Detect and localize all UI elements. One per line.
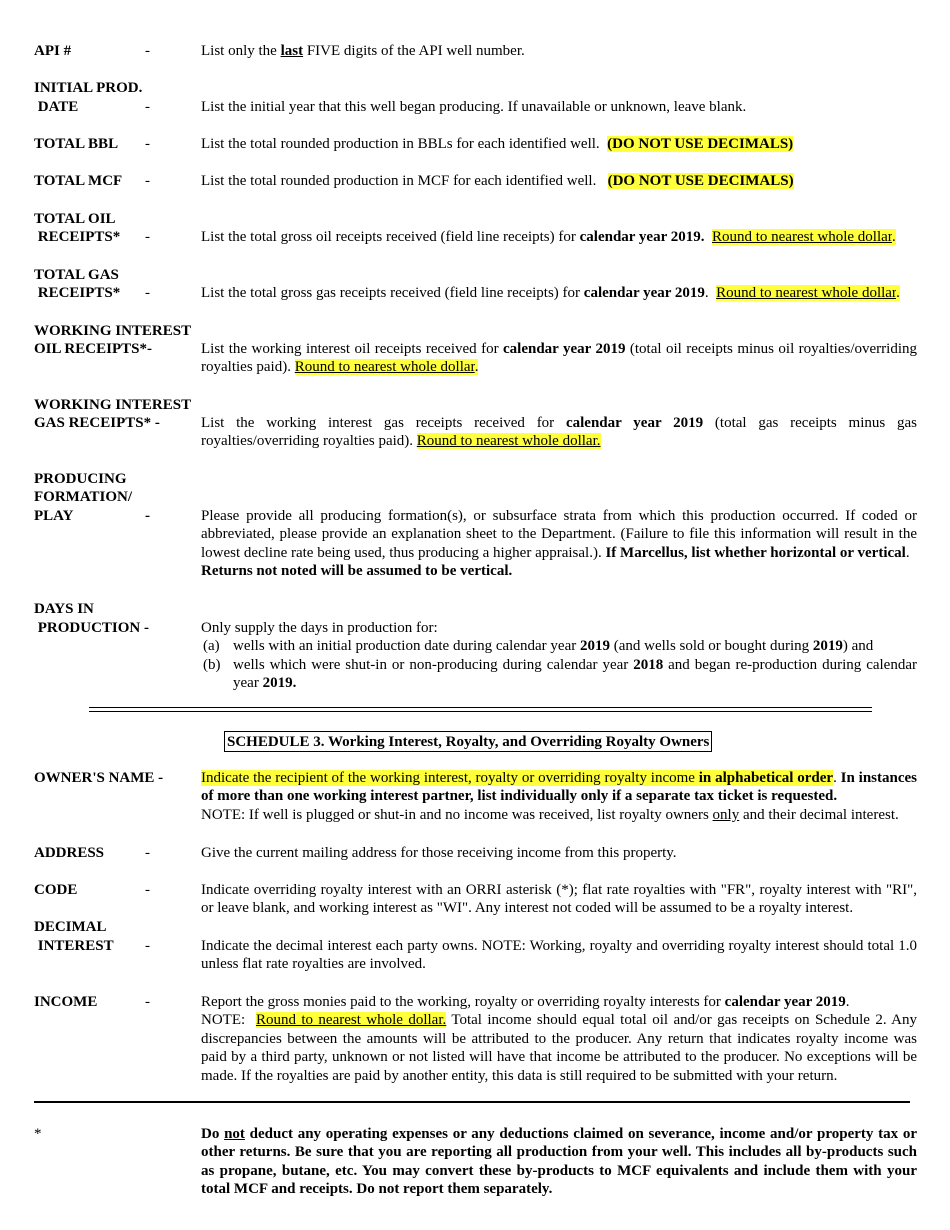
owner-label: OWNER'S NAME - [34, 770, 164, 786]
total-gas-description: List the total gross gas receipts received (field line receipts) for calendar year 2019. Round to nearest whole dollar. [201, 285, 900, 301]
address-description: Give the current mailing address for those receiving income from this property. [201, 845, 677, 861]
total-mcf-dash: - [145, 173, 150, 189]
no-decimals-note: (DO NOT USE DECIMALS) [607, 173, 794, 189]
initial-prod-label-2: DATE [34, 99, 79, 115]
round-dollar-note: Round to nearest whole dollar [716, 285, 897, 301]
days-intro: Only supply the days in production for: [201, 620, 438, 636]
formation-label-2: FORMATION/ [34, 489, 133, 505]
income-description: Report the gross monies paid to the working, royalty or overriding royalty interests for calendar year 2019. NOTE: Round to nearest whole dollar. Total income should equal total oil and/or gas receipts on Schedule 2. Any discrepancies between the amounts will be attributed to the producer. Any return that indicates royalty income was paid by a third party, unknown or not listed will have that income be attributed to the producer. No exceptions will be made. If the royalties are paid by another entity, this data is still required to be submitted with your return. [201, 994, 917, 1084]
api-label: API # [34, 43, 72, 59]
initial-prod-label-1: INITIAL PROD. [34, 80, 143, 96]
initial-prod-description: List the initial year that this well began producing. If unavailable or unknown, leave blank. [201, 99, 747, 115]
decimal-dash: - [145, 938, 150, 954]
income-label: INCOME [34, 994, 98, 1010]
formation-description: Please provide all producing formation(s), or subsurface strata from which this production occurred. If coded or abbreviated, please provide an explanation sheet to the Department. (Failure to file this information will result in the lowest decline rate being used, thus producing a higher appraisal.). If Marcellus, list whether horizontal or vertical. Returns not noted will be assumed to be vertical. [201, 508, 917, 580]
round-dollar-note: Round to nearest whole dollar [711, 229, 892, 245]
owner-description: Indicate the recipient of the working interest, royalty or overriding royalty income in alphabetical order. In instances of more than one working interest partner, list individually only if a separate tax ticket is requested. NOTE: If well is plugged or shut-in and no income was received, list royalty owners only and their decimal interest. [201, 770, 917, 823]
footnote-divider [34, 1101, 910, 1103]
footnote-asterisk: * [34, 1126, 42, 1142]
wi-gas-label-2: GAS RECEIPTS* - [34, 415, 160, 431]
round-dollar-note: Round to nearest whole dollar. [255, 1012, 447, 1029]
decimal-label-2: INTEREST [34, 938, 114, 954]
total-bbl-dash: - [145, 136, 150, 152]
days-item-a: (a) wells with an initial production date during calendar year 2019 (and wells sold or bought during 2019) and [203, 638, 874, 655]
schedule-3-title: SCHEDULE 3. Working Interest, Royalty, and Overriding Royalty Owners [224, 731, 712, 752]
decimal-description: Indicate the decimal interest each party owns. NOTE: Working, royalty and overriding royalty interest should total 1.0 unless flat rate royalties are involved. [201, 938, 917, 973]
days-label-1: DAYS IN [34, 601, 94, 617]
formation-dash: - [145, 508, 150, 524]
wi-gas-label-1: WORKING INTEREST [34, 397, 192, 413]
total-gas-label-1: TOTAL GAS [34, 267, 119, 283]
formation-label-3: PLAY [34, 508, 74, 524]
days-label-2: PRODUCTION - [34, 620, 149, 636]
total-gas-label-2: RECEIPTS* [34, 285, 121, 301]
total-oil-label-1: TOTAL OIL [34, 211, 116, 227]
wi-gas-description: List the working interest gas receipts received for calendar year 2019 (total gas receipts minus gas royalties/overriding royalties paid). Round to nearest whole dollar. [201, 415, 917, 450]
total-oil-dash: - [145, 229, 150, 245]
decimal-label-1: DECIMAL [34, 919, 107, 935]
footnote-text: Do not deduct any operating expenses or any deductions claimed on severance, income and/or property tax or other returns. Be sure that you are reporting all production from your well. This includes all by-products such as propane, butane, etc. You may convert these by-products to MCF equivalents and include them with your total MCF and receipts. Do not report them separately. [201, 1126, 917, 1198]
income-dash: - [145, 994, 150, 1010]
total-mcf-label: TOTAL MCF [34, 173, 123, 189]
wi-oil-description: List the working interest oil receipts received for calendar year 2019 (total oil receipts minus oil royalties/overriding royalties paid). Round to nearest whole dollar. [201, 341, 917, 376]
wi-oil-label-1: WORKING INTEREST [34, 323, 192, 339]
section-divider [89, 707, 872, 712]
vertical-assumption-note: Returns not noted will be assumed to be vertical. [201, 563, 513, 580]
code-dash: - [145, 882, 150, 898]
api-dash: - [145, 43, 150, 59]
alphabetical-order-note: in alphabetical order [698, 770, 834, 786]
round-dollar-note: Round to nearest whole dollar. [416, 433, 601, 450]
total-bbl-label: TOTAL BBL [34, 136, 119, 152]
total-gas-dash: - [145, 285, 150, 301]
code-description: Indicate overriding royalty interest with an ORRI asterisk (*); flat rate royalties with "FR", royalty interest with "RI", or leave blank, and working interest as "WI". Any interest not coded will be assumed to be a royalty interest. [201, 882, 917, 917]
address-label: ADDRESS [34, 845, 105, 861]
wi-oil-label-2: OIL RECEIPTS*- [34, 341, 152, 357]
no-decimals-note: (DO NOT USE DECIMALS) [607, 136, 794, 152]
code-label: CODE [34, 882, 78, 898]
days-item-b: (b) wells which were shut-in or non-producing during calendar year 2018 and began re-production during calendar year 2019. [203, 656, 917, 692]
total-oil-label-2: RECEIPTS* [34, 229, 121, 245]
total-bbl-description: List the total rounded production in BBLs for each identified well. (DO NOT USE DECIMALS) [201, 136, 794, 152]
days-description [201, 619, 917, 693]
total-mcf-description: List the total rounded production in MCF for each identified well. (DO NOT USE DECIMALS) [201, 173, 794, 189]
formation-label-1: PRODUCING [34, 471, 127, 487]
address-dash: - [145, 845, 150, 861]
round-dollar-note: Round to nearest whole dollar [294, 359, 475, 376]
initial-prod-dash: - [145, 99, 150, 115]
api-description: List only the last FIVE digits of the API well number. [201, 43, 525, 59]
total-oil-description: List the total gross oil receipts received (field line receipts) for calendar year 2019. Round to nearest whole dollar. [201, 229, 896, 245]
